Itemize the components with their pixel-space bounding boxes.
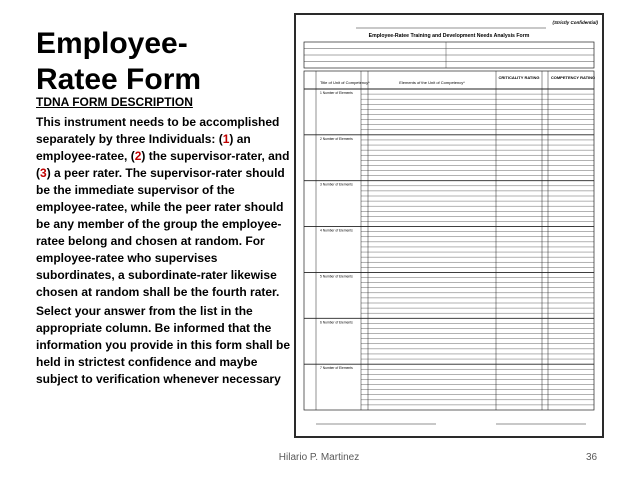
paragraph1-t2: ) the supervisor-rater, and ( [36,149,290,180]
page-number: 36 [586,452,598,463]
number-two: 2 [134,149,142,163]
form-drawing [296,15,602,436]
form-block-label: 2 Number of Elements [320,136,353,141]
form-confidential-note: (Strictly Confidential) [552,20,598,25]
slide-title-line1: Employee- [36,27,188,60]
description [36,114,291,390]
description-paragraph-1 [36,114,291,301]
paragraph1-t3: ) a peer rater. The supervisor-rater should be the immediate supervisor of the employee-ratee, while the peer rater should be any member of the group the employee-ratee belong and chosen at random. For employee-ratee who supervises subordinates, a subordinate-rater likewise chosen at random shall be the fourth rater. [36,166,285,299]
slide-title [36,26,286,98]
paragraph1-lead: This instrument needs to be accomplished separately by three Individuals: ( [36,115,280,146]
form-title: Employee-Ratee Training and Development Needs Analysis Form [368,33,530,39]
form-block-label: 7 Number of Elements [320,366,353,371]
form-block-label: 6 Number of Elements [320,320,353,325]
form-block-label: 5 Number of Elements [320,274,353,279]
form-image [294,13,604,438]
form-block-label: 3 Number of Elements [320,182,353,187]
col-competency: COMPETENCY RATING [550,75,596,80]
slide-title-line2: Ratee Form [36,63,202,96]
col-title-of-unit: Title of Unit of Competency* [320,80,370,85]
number-one: 1 [222,132,230,146]
col-elements: Elements of the Unit of Competency* [399,80,465,85]
col-criticality: CRITICALITY RATING [498,75,540,80]
footer-author: Hilario P. Martinez [278,452,360,463]
form-block-label: 4 Number of Elements [320,228,353,233]
form-block-label: 1 Number of Elements [320,91,353,95]
slide-subtitle: TDNA FORM DESCRIPTION [36,95,193,109]
description-paragraph-2: Select your answer from the list in the appropriate column. Be informed that the information you provide in this form shall be held in strictest confidence and maybe subject to verification whenever necessary [36,304,291,386]
paragraph1-t1: ) an employee-ratee, ( [36,132,251,163]
number-three: 3 [40,166,47,180]
